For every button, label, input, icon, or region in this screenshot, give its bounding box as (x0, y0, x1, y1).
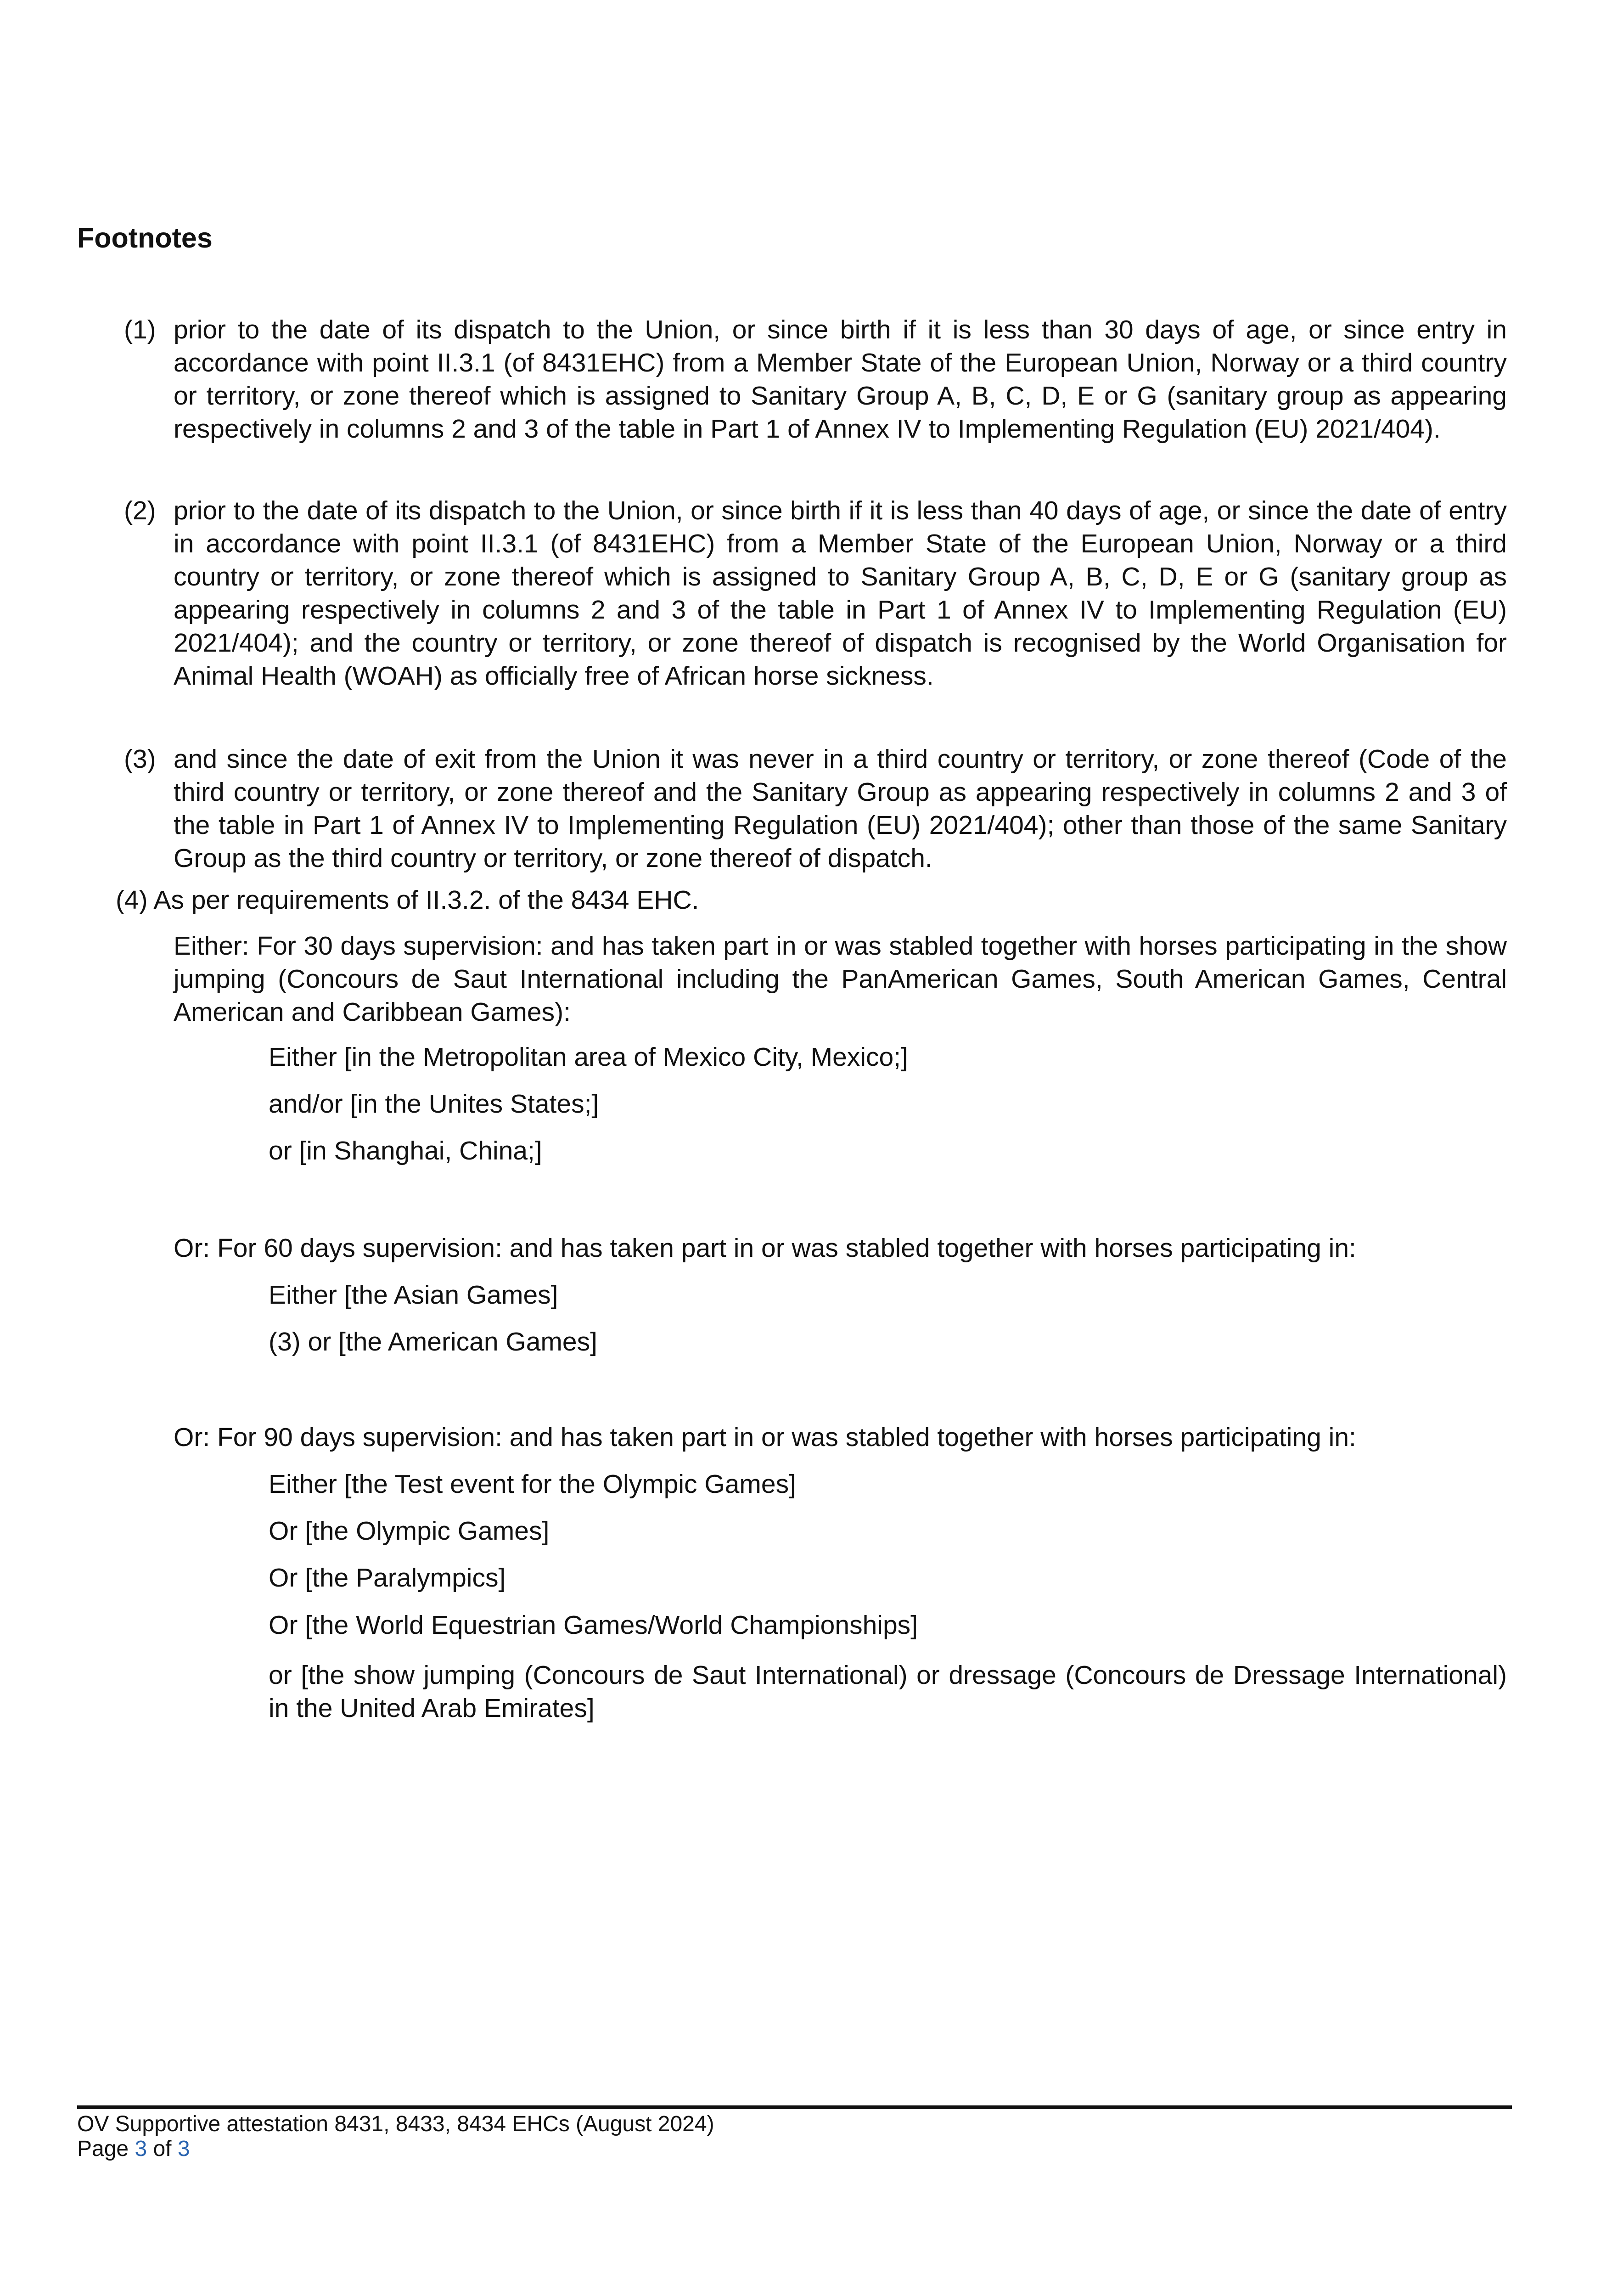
option-item: Or [the Olympic Games] (269, 1516, 550, 1546)
option-item: and/or [in the Unites States;] (269, 1089, 599, 1119)
page-label: Page (77, 2137, 135, 2161)
page-indicator (77, 2136, 190, 2162)
option-item: or [in Shanghai, China;] (269, 1136, 542, 1165)
page-total: 3 (177, 2137, 190, 2161)
option-item: Or [the Paralympics] (269, 1563, 506, 1593)
page-current: 3 (135, 2137, 147, 2161)
footnote-number: (1) (124, 315, 156, 344)
option-item: Either [the Asian Games] (269, 1280, 558, 1310)
option-item: Either [the Test event for the Olympic Games] (269, 1469, 796, 1499)
footer-divider (77, 2105, 1512, 2109)
supervision-90-days: Or: For 90 days supervision: and has taken part in or was stabled together with horses participating in: (174, 1423, 1356, 1452)
footnote-text: and since the date of exit from the Union it was never in a third country or territory, or zone thereof (Code of the third country or territory, or zone thereof and the Sanitary Group as appearing respectively in columns 2 and 3 of the table in Part 1 of Annex IV to Implementing Regulation (EU) 2021/404); other than those of the same Sanitary Group as the third country or territory, or zone thereof of dispatch. (174, 744, 1507, 873)
option-item: or [the show jumping (Concours de Saut International) or dressage (Concours de Dressage International) in the United Arab Emirates] (269, 1660, 1507, 1723)
footnote-number: (3) (124, 744, 156, 774)
page-separator: of (147, 2137, 178, 2161)
footnote-number: (2) (124, 496, 156, 525)
footer-document-title: OV Supportive attestation 8431, 8433, 8434 EHCs (August 2024) (77, 2112, 714, 2136)
footnote-3 (124, 743, 1507, 875)
footnote-1 (124, 313, 1507, 445)
footnote-text: prior to the date of its dispatch to the Union, or since birth if it is less than 40 days of age, or since the date of entry in accordance with point II.3.1 (of 8431EHC) from a Member State of the European Union, Norway or a third country or territory, or zone thereof which is assigned to Sanitary Group A, B, C, D, E or G (sanitary group as appearing respectively in columns 2 and 3 of the table in Part 1 of Annex IV to Implementing Regulation (EU) 2021/404); and the country or territory, or zone thereof of dispatch is recognised by the World Organisation for Animal Health (WOAH) as officially free of African horse sickness. (174, 496, 1507, 691)
supervision-30-days: Either: For 30 days supervision: and has taken part in or was stabled together with horses participating in the show jumping (Concours de Saut International including the PanAmerican Games, South American Games, Central American and Caribbean Games): (174, 931, 1507, 1027)
option-item: Or [the World Equestrian Games/World Championships] (269, 1610, 918, 1640)
footnote-2 (124, 494, 1507, 692)
option-item: (3) or [the American Games] (269, 1327, 597, 1356)
supervision-60-days: Or: For 60 days supervision: and has taken part in or was stabled together with horses participating in: (174, 1233, 1356, 1263)
section-heading: Footnotes (77, 222, 213, 253)
footnote-text: prior to the date of its dispatch to the Union, or since birth if it is less than 30 days of age, or since entry in accordance with point II.3.1 (of 8431EHC) from a Member State of the European Union, Norway or a third country or territory, or zone thereof which is assigned to Sanitary Group A, B, C, D, E or G (sanitary group as appearing respectively in columns 2 and 3 of the table in Part 1 of Annex IV to Implementing Regulation (EU) 2021/404). (174, 315, 1507, 444)
option-item: Either [in the Metropolitan area of Mexico City, Mexico;] (269, 1042, 908, 1072)
footnote-4-title: (4) As per requirements of II.3.2. of the 8434 EHC. (116, 885, 699, 915)
